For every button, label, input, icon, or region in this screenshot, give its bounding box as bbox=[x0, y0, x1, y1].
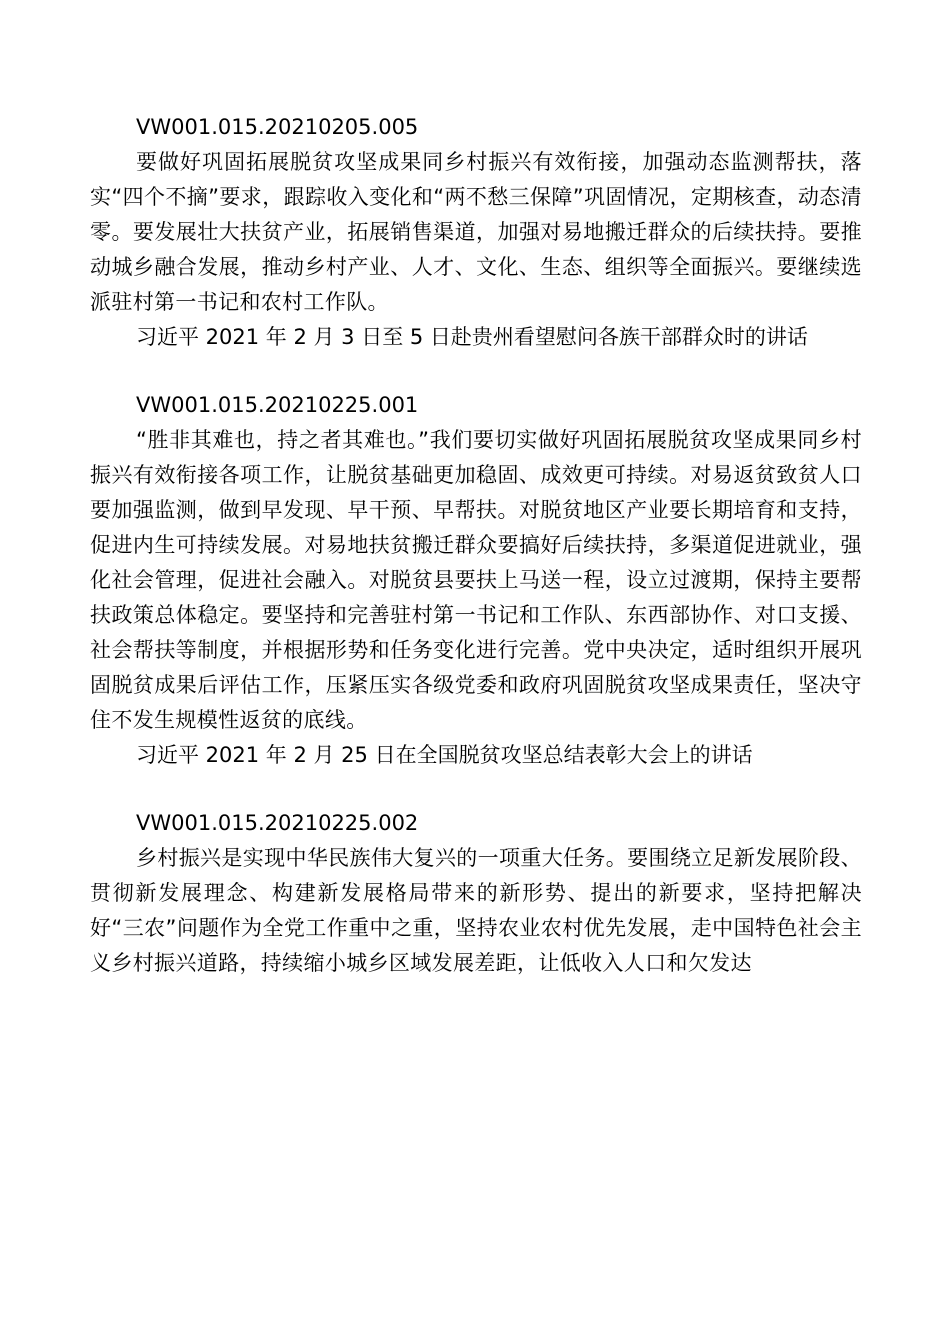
entry-body: 要做好巩固拓展脱贫攻坚成果同乡村振兴有效衔接，加强动态监测帮扶，落实“四个不摘”要求，跟踪收入变化和“两不愁三保障”巩固情况，定期核查，动态清零。要发展壮大扶贫产业，拓展销售渠道，加强对易地搬迁群众的后续扶持。要推动城乡融合发展，推动乡村产业、人才、文化、生态、组织等全面振兴。要继续选派驻村第一书记和农村工作队。 bbox=[90, 150, 862, 314]
entry-source: 习近平 2021 年 2 月 3 日至 5 日赴贵州看望慰问各族干部群众时的讲话 bbox=[136, 325, 808, 349]
quote-entry bbox=[90, 806, 862, 981]
entry-source: 习近平 2021 年 2 月 25 日在全国脱贫攻坚总结表彰大会上的讲话 bbox=[136, 743, 753, 767]
entry-id: VW001.015.20210225.002 bbox=[136, 811, 419, 835]
document-page bbox=[90, 110, 862, 1014]
entry-body: “胜非其难也，持之者其难也。”我们要切实做好巩固拓展脱贫攻坚成果同乡村振兴有效衔接各项工作，让脱贫基础更加稳固、成效更可持续。对易返贫致贫人口要加强监测，做到早发现、早干预、早帮扶。对脱贫地区产业要长期培育和支持，促进内生可持续发展。对易地扶贫搬迁群众要搞好后续扶持，多渠道促进就业，强化社会管理，促进社会融入。对脱贫县要扶上马送一程，设立过渡期，保持主要帮扶政策总体稳定。要坚持和完善驻村第一书记和工作队、东西部协作、对口支援、社会帮扶等制度，并根据形势和任务变化进行完善。党中央决定，适时组织开展巩固脱贫成果后评估工作，压紧压实各级党委和政府巩固脱贫攻坚成果责任，坚决守住不发生规模性返贫的底线。 bbox=[90, 428, 862, 732]
entry-id: VW001.015.20210205.005 bbox=[136, 115, 419, 139]
entry-body: 乡村振兴是实现中华民族伟大复兴的一项重大任务。要围绕立足新发展阶段、贯彻新发展理念、构建新发展格局带来的新形势、提出的新要求，坚持把解决好“三农”问题作为全党工作重中之重，坚持农业农村优先发展，走中国特色社会主义乡村振兴道路，持续缩小城乡区域发展差距，让低收入人口和欠发达 bbox=[90, 846, 862, 975]
entry-id: VW001.015.20210225.001 bbox=[136, 393, 419, 417]
quote-entry bbox=[90, 388, 862, 773]
quote-entry bbox=[90, 110, 862, 355]
